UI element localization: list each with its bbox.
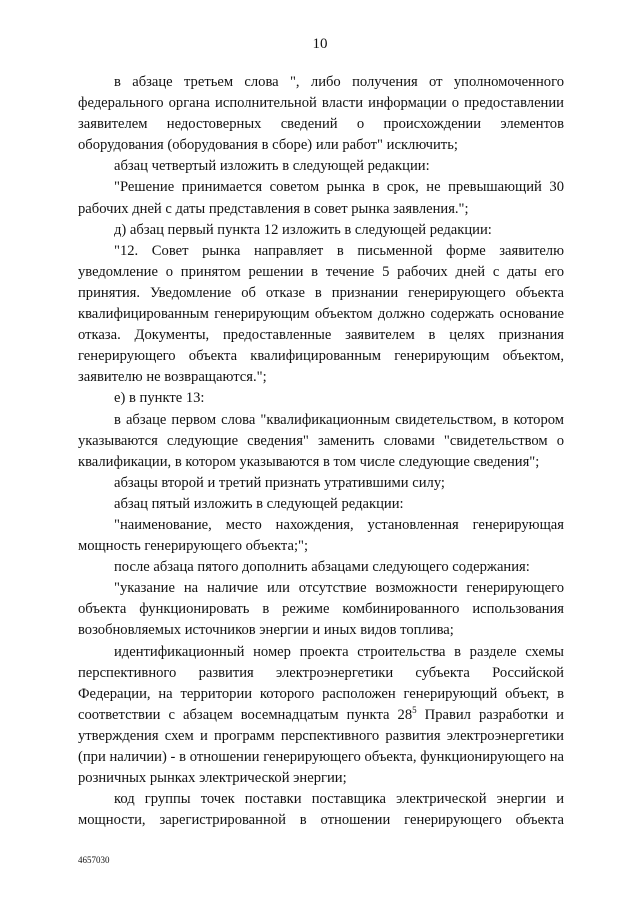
paragraph: абзацы второй и третий признать утратившими силу; xyxy=(114,474,445,491)
page-number: 10 xyxy=(312,36,328,52)
superscript-reference: 5 xyxy=(412,704,417,715)
paragraph: "наименование, место нахождения, установленная генерирующая мощность генерирующего объекта;"; xyxy=(78,516,564,555)
paragraph: в абзаце первом слова "квалификационным свидетельством, в котором указываются следующие сведения" заменить словами "свидетельством о квалификации, в котором указываются в том числе следующие сведения"; xyxy=(78,411,564,470)
paragraph-text: идентификационный номер проекта строительства в разделе схемы перспективного развития электроэнергетики субъекта Российской Федерации, на территории которого расположен генерирующий объект, в соответствии с абзацем восемнадцатым пункта 28 xyxy=(78,643,564,723)
paragraph-text: Правил разработки и утверждения схем и программ перспективного развития электроэнергетики (при наличии) - в отношении генерирующего объекта, функционирующего на розничных рынках электрической энергии; xyxy=(78,706,564,787)
paragraph: "Решение принимается советом рынка в срок, не превышающий 30 рабочих дней с даты представления в совет рынка заявления."; xyxy=(78,179,564,217)
paragraph: абзац четвертый изложить в следующей редакции: xyxy=(114,158,430,175)
paragraph: "указание на наличие или отсутствие возможности генерирующего объекта функционировать в режиме комбинированного использования возобновляемых источников энергии и иных видов топлива; xyxy=(78,580,564,639)
paragraph: е) в пункте 13: xyxy=(114,390,205,407)
document-body xyxy=(78,72,564,831)
paragraph: после абзаца пятого дополнить абзацами следующего содержания: xyxy=(114,559,530,576)
paragraph-with-footnote xyxy=(78,642,564,790)
paragraph: код группы точек поставки поставщика электрической энергии и мощности, зарегистрированной в отношении генерирующего объекта xyxy=(78,791,564,829)
paragraph: абзац пятый изложить в следующей редакции: xyxy=(114,495,404,512)
paragraph: в абзаце третьем слова ", либо получения от уполномоченного федерального органа исполнительной власти информации о предоставлении заявителем недостоверных сведений о происхождении элементов оборудования (оборудования в сборе) или работ" исключить; xyxy=(78,74,564,154)
paragraph: д) абзац первый пункта 12 изложить в следующей редакции: xyxy=(114,221,492,238)
document-code: 4657030 xyxy=(78,855,110,865)
paragraph: "12. Совет рынка направляет в письменной форме заявителю уведомление о принятом решении в течение 5 рабочих дней с даты его принятия. Уведомление об отказе в признании генерирующего объекта квалифицированным генерирующим объектом должно содержать основание отказа. Документы, предоставленные заявителем в целях признания генерирующего объекта квалифицированным генерирующим объектом, заявителю не возвращаются."; xyxy=(78,242,564,386)
